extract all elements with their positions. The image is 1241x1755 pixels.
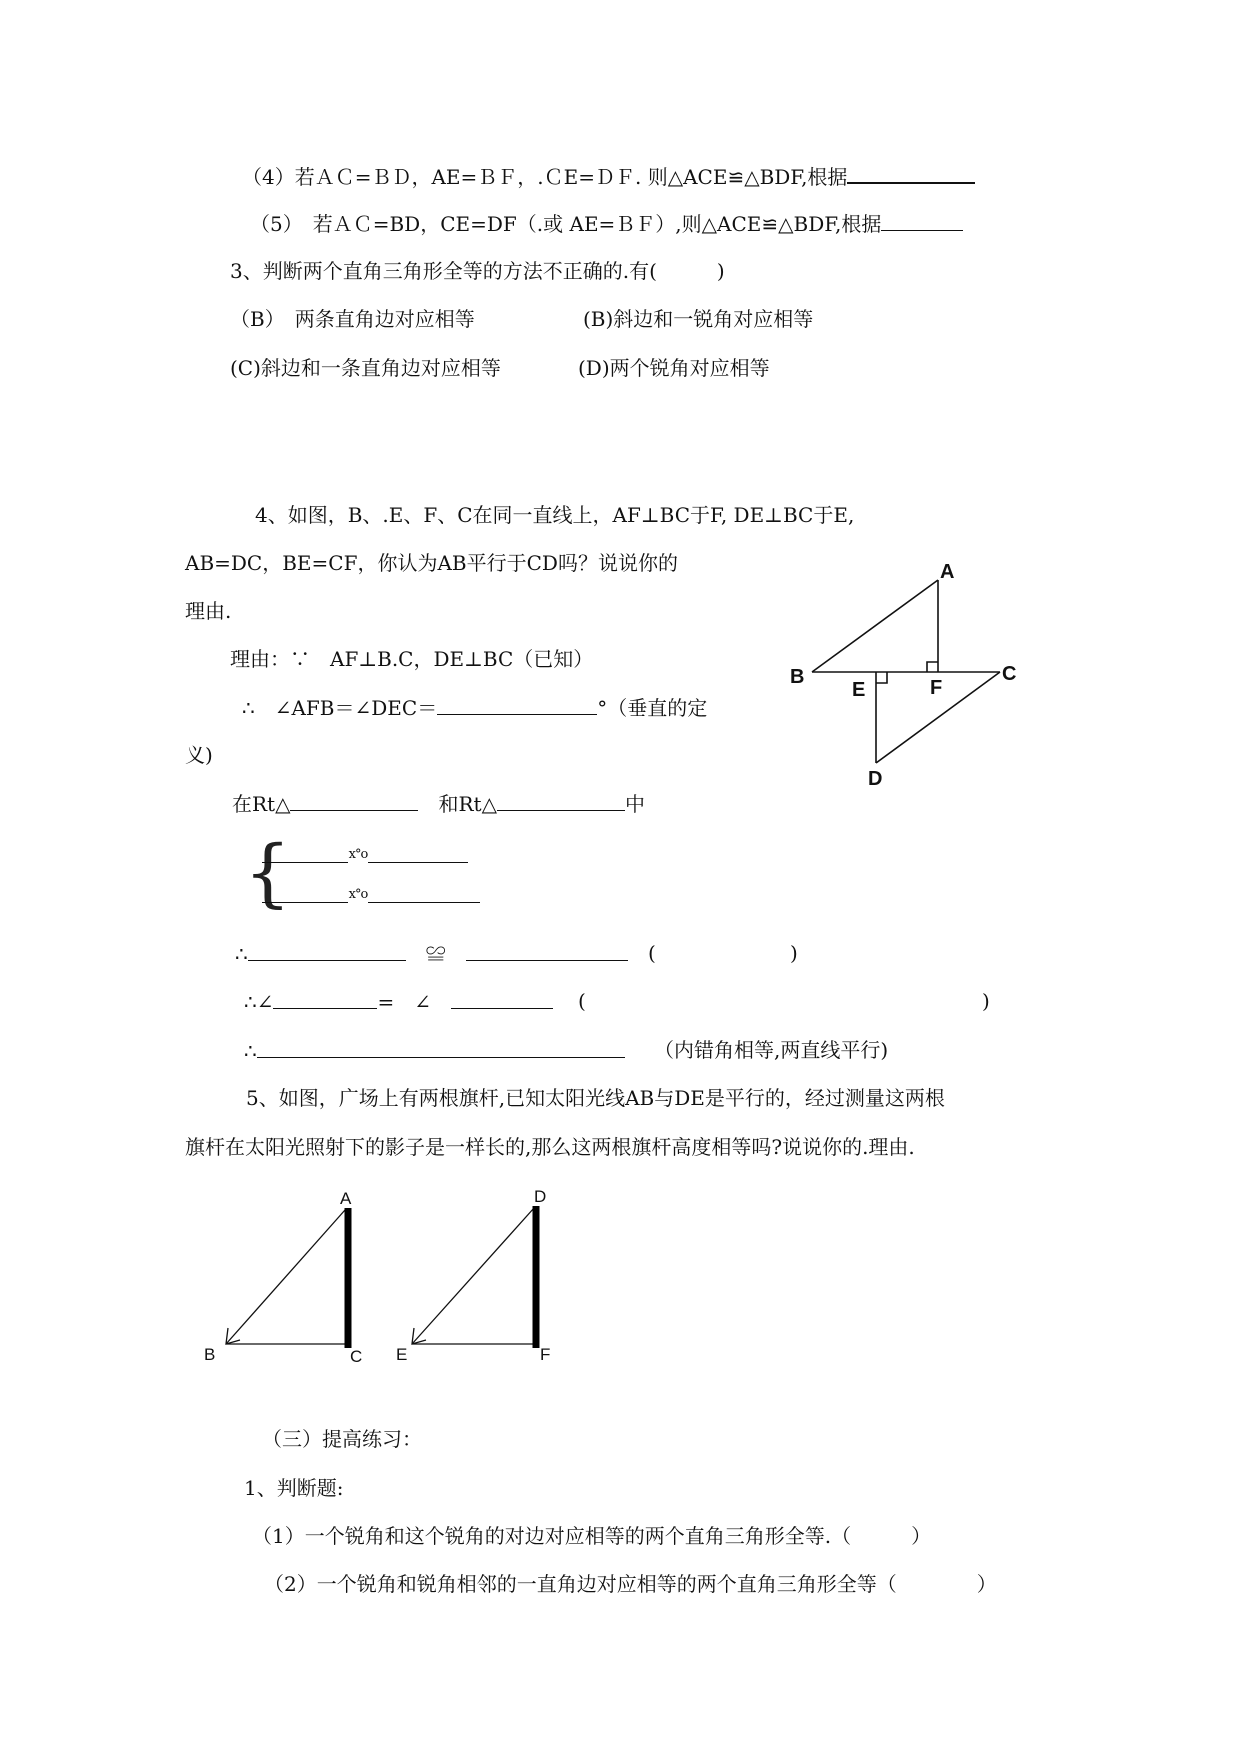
q4-reason: 理由：∵ AF⊥B.C，DE⊥BC（已知） (230, 647, 594, 671)
answer-blank[interactable] (290, 790, 418, 811)
q4-line-1: 4、如图，B、.E、F、C在同一直线上，AF⊥BC于F, DE⊥BC于E, (255, 503, 855, 527)
answer-blank[interactable] (257, 1037, 625, 1058)
part3-item-2: （2）一个锐角和锐角相邻的一直角边对应相等的两个直角三角形全等（ ） (264, 1572, 997, 1596)
answer-blank[interactable] (497, 790, 625, 811)
q2-item-4: （4）若ＡＣ=ＢＤ，AE=ＢＦ，.ＣE=ＤＦ. 则△ACE≌△BDF,根据 (242, 162, 975, 190)
q4-step-1: ∴ ∠AFB＝∠DEC＝ °（垂直的定 (242, 696, 708, 720)
answer-blank[interactable] (368, 882, 480, 903)
q3-option-d: (D)两个锐角对应相等 (578, 356, 770, 380)
sun-ray-ab (226, 1210, 345, 1344)
label-b: B (204, 1345, 216, 1364)
q2-item-5: （5） 若ＡＣ=BD，CE=DF（.或 AE=ＢＦ）,则△ACE≌△BDF,根据 (250, 210, 963, 237)
q3-option-c: (C)斜边和一条直角边对应相等 (230, 356, 501, 380)
answer-blank[interactable] (437, 694, 597, 715)
therefore-congruent: ∴ ≌ (235, 940, 628, 967)
answer-blank[interactable] (451, 988, 553, 1009)
q3-option-a: （B） 两条直角边对应相等 (230, 307, 475, 331)
part3-item-1: （1）一个锐角和这个锐角的对边对应相等的两个直角三角形全等.（ ） (252, 1524, 932, 1548)
q5-line-2: 旗杆在太阳光照射下的影子是一样长的,那么这两根旗杆高度相等吗?说说你的.理由. (185, 1135, 915, 1159)
label-a: A (940, 561, 955, 583)
part3-q1: 1、判断题: (244, 1476, 344, 1500)
label-a: A (340, 1189, 352, 1208)
label-e: E (852, 679, 866, 701)
label-c: C (350, 1347, 363, 1366)
label-b: B (790, 666, 805, 688)
part3-heading: （三）提高练习： (262, 1427, 422, 1451)
paren-open-2: ( (578, 989, 586, 1013)
condition-row-1: x°o (262, 842, 468, 869)
answer-blank[interactable] (466, 940, 628, 961)
figure-1-diagram (790, 560, 1030, 790)
paren-close-2: ) (982, 989, 990, 1013)
q4-line-3: 理由. (185, 599, 232, 623)
label-d: D (534, 1187, 547, 1206)
answer-blank[interactable] (248, 940, 406, 961)
therefore-angle: ∴∠ = ∠ (244, 988, 553, 1015)
right-angle-mark-f (927, 662, 938, 672)
parallel-reason: （内错角相等,两直线平行) (654, 1038, 889, 1062)
q3-option-b: (B)斜边和一锐角对应相等 (583, 307, 814, 331)
answer-blank[interactable] (262, 842, 348, 863)
label-e: E (396, 1345, 408, 1364)
segment-ab (812, 580, 938, 672)
label-f: F (540, 1345, 551, 1364)
right-angle-mark-e (876, 672, 887, 683)
label-d: D (868, 768, 883, 790)
condition-row-2: x°o (262, 882, 480, 909)
answer-blank[interactable] (273, 988, 377, 1009)
q4-step-1-end: 义) (185, 743, 213, 767)
answer-blank[interactable] (881, 210, 963, 231)
answer-blank[interactable] (368, 842, 468, 863)
sun-ray-de (412, 1208, 534, 1344)
q3-stem: 3、判断两个直角三角形全等的方法不正确的.有( ) (230, 259, 725, 283)
answer-blank[interactable] (262, 882, 348, 903)
q5-line-1: 5、如图，广场上有两根旗杆,已知太阳光线AB与DE是平行的，经过测量这两根 (246, 1086, 945, 1110)
label-c: C (1002, 663, 1017, 685)
label-f: F (930, 677, 943, 699)
q4-line-2: AB=DC，BE=CF，你认为AB平行于CD吗？说说你的 (185, 551, 678, 575)
paren-open-1: ( (648, 941, 656, 965)
answer-blank[interactable] (847, 162, 975, 184)
q4-in-rt: 在Rt△ 和Rt△ 中 (232, 792, 645, 816)
therefore-parallel: ∴ (244, 1037, 625, 1064)
system-brace: { (244, 830, 292, 916)
paren-close-1: ) (790, 941, 798, 965)
figure-2-diagram (200, 1188, 580, 1378)
